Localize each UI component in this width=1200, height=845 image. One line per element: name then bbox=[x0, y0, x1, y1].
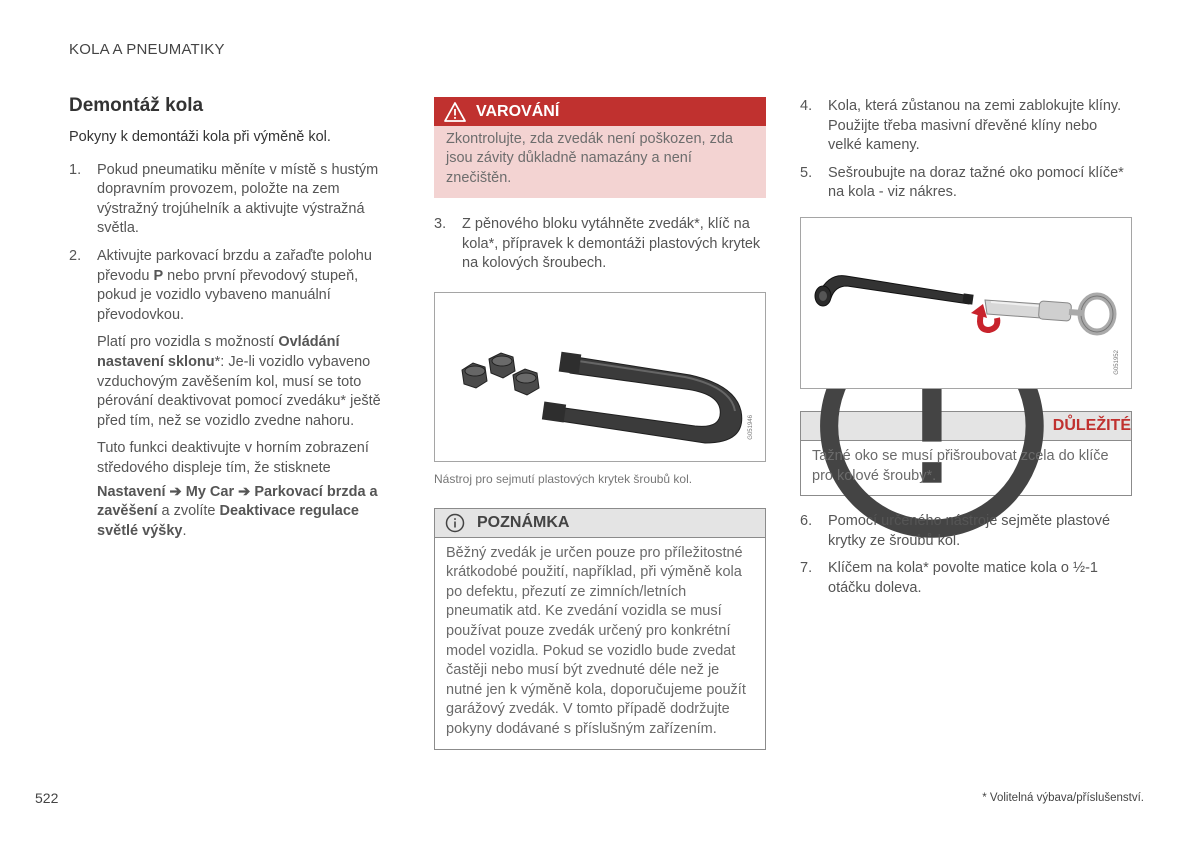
important-header bbox=[801, 412, 1131, 441]
list-item bbox=[434, 215, 766, 274]
cap-tool-illustration bbox=[435, 293, 765, 461]
figure-code: G051952 bbox=[1114, 349, 1121, 375]
arrow-icon: ➔ bbox=[238, 483, 251, 500]
menu-path-parking-brake: Parkovací brzda a zavěšení bbox=[97, 483, 378, 520]
page-title: Demontáž kola bbox=[69, 95, 204, 116]
info-icon bbox=[445, 513, 465, 533]
step-text: Pokud pneumatiku měníte v místě s hustým dopravním provozem, položte na zem výstražný trojúhelník a aktivujte výstražná světla. bbox=[97, 161, 379, 237]
note-header bbox=[435, 509, 765, 538]
warning-triangle-icon bbox=[444, 102, 466, 122]
page-number: 522 bbox=[35, 790, 59, 806]
list-item bbox=[800, 164, 1132, 203]
step-number: 3. bbox=[434, 216, 447, 233]
warning-header bbox=[434, 97, 766, 126]
step-number: 5. bbox=[800, 164, 813, 181]
menu-path-settings: Nastavení bbox=[97, 483, 166, 500]
section-header: KOLA A PNEUMATIKY bbox=[69, 41, 225, 58]
step-text: Pomocí určeného nástroje sejměte plastové krytky ze šroubů kol. bbox=[828, 513, 1111, 549]
arrow-icon: ➔ bbox=[169, 483, 182, 500]
feature-name: Ovládání nastavení sklonu bbox=[97, 334, 340, 370]
list-item bbox=[69, 161, 391, 239]
list-item bbox=[69, 247, 391, 325]
menu-path-mycar: My Car bbox=[185, 483, 235, 500]
step-number: 2. bbox=[69, 247, 82, 264]
note-title: POZNÁMKA bbox=[477, 513, 570, 531]
column-right bbox=[800, 97, 1132, 607]
important-box bbox=[800, 411, 1132, 496]
figure-tow-eye bbox=[800, 217, 1132, 389]
note-text: Běžný zvedák je určen pouze pro příležitostné krátkodobé použití, například, při výměně kola po defektu, přezutí ze zimních/letních pneumatik atd. Ke zvedání vozidla se musí používat pouze zvedák určený pro konkrétní model vozidla. Pokud se vozidlo bude zvedat častěji nebo musí být zvednuté déle než je nutné jen k výměně kola, doporučujeme použít garážový zvedák. V tomto případě dodržujte pokyny dodávané s příslušným zařízením. bbox=[446, 544, 746, 737]
tow-eye-illustration bbox=[801, 218, 1131, 388]
menu-path bbox=[69, 483, 391, 542]
list-item bbox=[800, 97, 1132, 156]
list-item bbox=[800, 559, 1132, 598]
intro-text: Pokyny k demontáži kola při výměně kol. bbox=[69, 129, 331, 145]
step-text bbox=[97, 248, 372, 323]
figure-cap-removal-tool bbox=[434, 292, 766, 462]
step-text: Kola, která zůstanou na zemi zablokujte klíny. Použijte třeba masivní dřevěné klíny nebo velké kameny. bbox=[828, 98, 1122, 154]
tow-eye bbox=[985, 296, 1113, 332]
step-number: 6. bbox=[800, 513, 813, 530]
wheel-wrench bbox=[815, 276, 974, 306]
warning-text: Zkontrolujte, zda zvedák není poškozen, zda jsou závity důkladně namazány a není znečištěn. bbox=[434, 126, 766, 198]
warning-box bbox=[434, 97, 766, 198]
steps-bottom bbox=[800, 512, 1132, 598]
paragraph-text: *: Je-li vozidlo vybaveno vzduchovým zavěšením kol, musí se toto pérování deaktivovat pomocí zvedáku* ještě před tím, než se vozidlo zvedne nahoru. bbox=[97, 353, 381, 429]
step-number: 7. bbox=[800, 560, 813, 577]
step-number: 4. bbox=[800, 98, 813, 114]
paragraph-leveling bbox=[69, 333, 391, 431]
figure-code: G051946 bbox=[748, 415, 755, 440]
step-text-part: Aktivujte parkovací brzdu a zařaďte polohu převodu bbox=[97, 247, 372, 284]
paragraph-text: Platí pro vozidla s možností bbox=[97, 334, 279, 351]
paragraph-deactivate: Tuto funkci deaktivujte v horním zobrazení středového displeje tím, že stisknete bbox=[97, 440, 369, 476]
column-left bbox=[69, 94, 391, 549]
important-text: Tažné oko se musí přišroubovat zcela do klíče pro kolové šrouby*. bbox=[812, 447, 1109, 484]
important-title: DŮLEŽITÉ bbox=[1052, 417, 1131, 435]
figure-caption: Nástroj pro sejmutí plastových krytek šroubů kol. bbox=[434, 472, 693, 486]
paragraph-text: a zvolíte bbox=[157, 503, 220, 520]
gear-position: P bbox=[153, 267, 164, 284]
paragraph-text: . bbox=[182, 522, 187, 539]
step-text-part: nebo první převodový stupeň, pokud je vozidlo vybaveno manuální převodovkou. bbox=[97, 267, 359, 323]
step-text: Sešroubujte na doraz tažné oko pomocí klíče* na kola - viz nákres. bbox=[828, 164, 1124, 201]
warning-title: VAROVÁNÍ bbox=[476, 102, 560, 120]
step-text: Z pěnového bloku vytáhněte zvedák*, klíč na kola*, přípravek k demontáži plastových krytek na kolových šroubech. bbox=[462, 216, 761, 272]
bolt-caps bbox=[462, 353, 539, 395]
u-tool bbox=[542, 352, 742, 443]
note-box bbox=[434, 508, 766, 750]
footnote: * Volitelná výbava/příslušenství. bbox=[982, 792, 1144, 804]
list-item bbox=[800, 512, 1132, 551]
step-number: 1. bbox=[69, 161, 82, 178]
column-middle bbox=[434, 97, 766, 750]
menu-path-deactivate: Deaktivace regulace světlé výšky bbox=[97, 503, 359, 539]
step-text: Klíčem na kola* povolte matice kola o ½-1 otáčku doleva. bbox=[828, 560, 1098, 596]
